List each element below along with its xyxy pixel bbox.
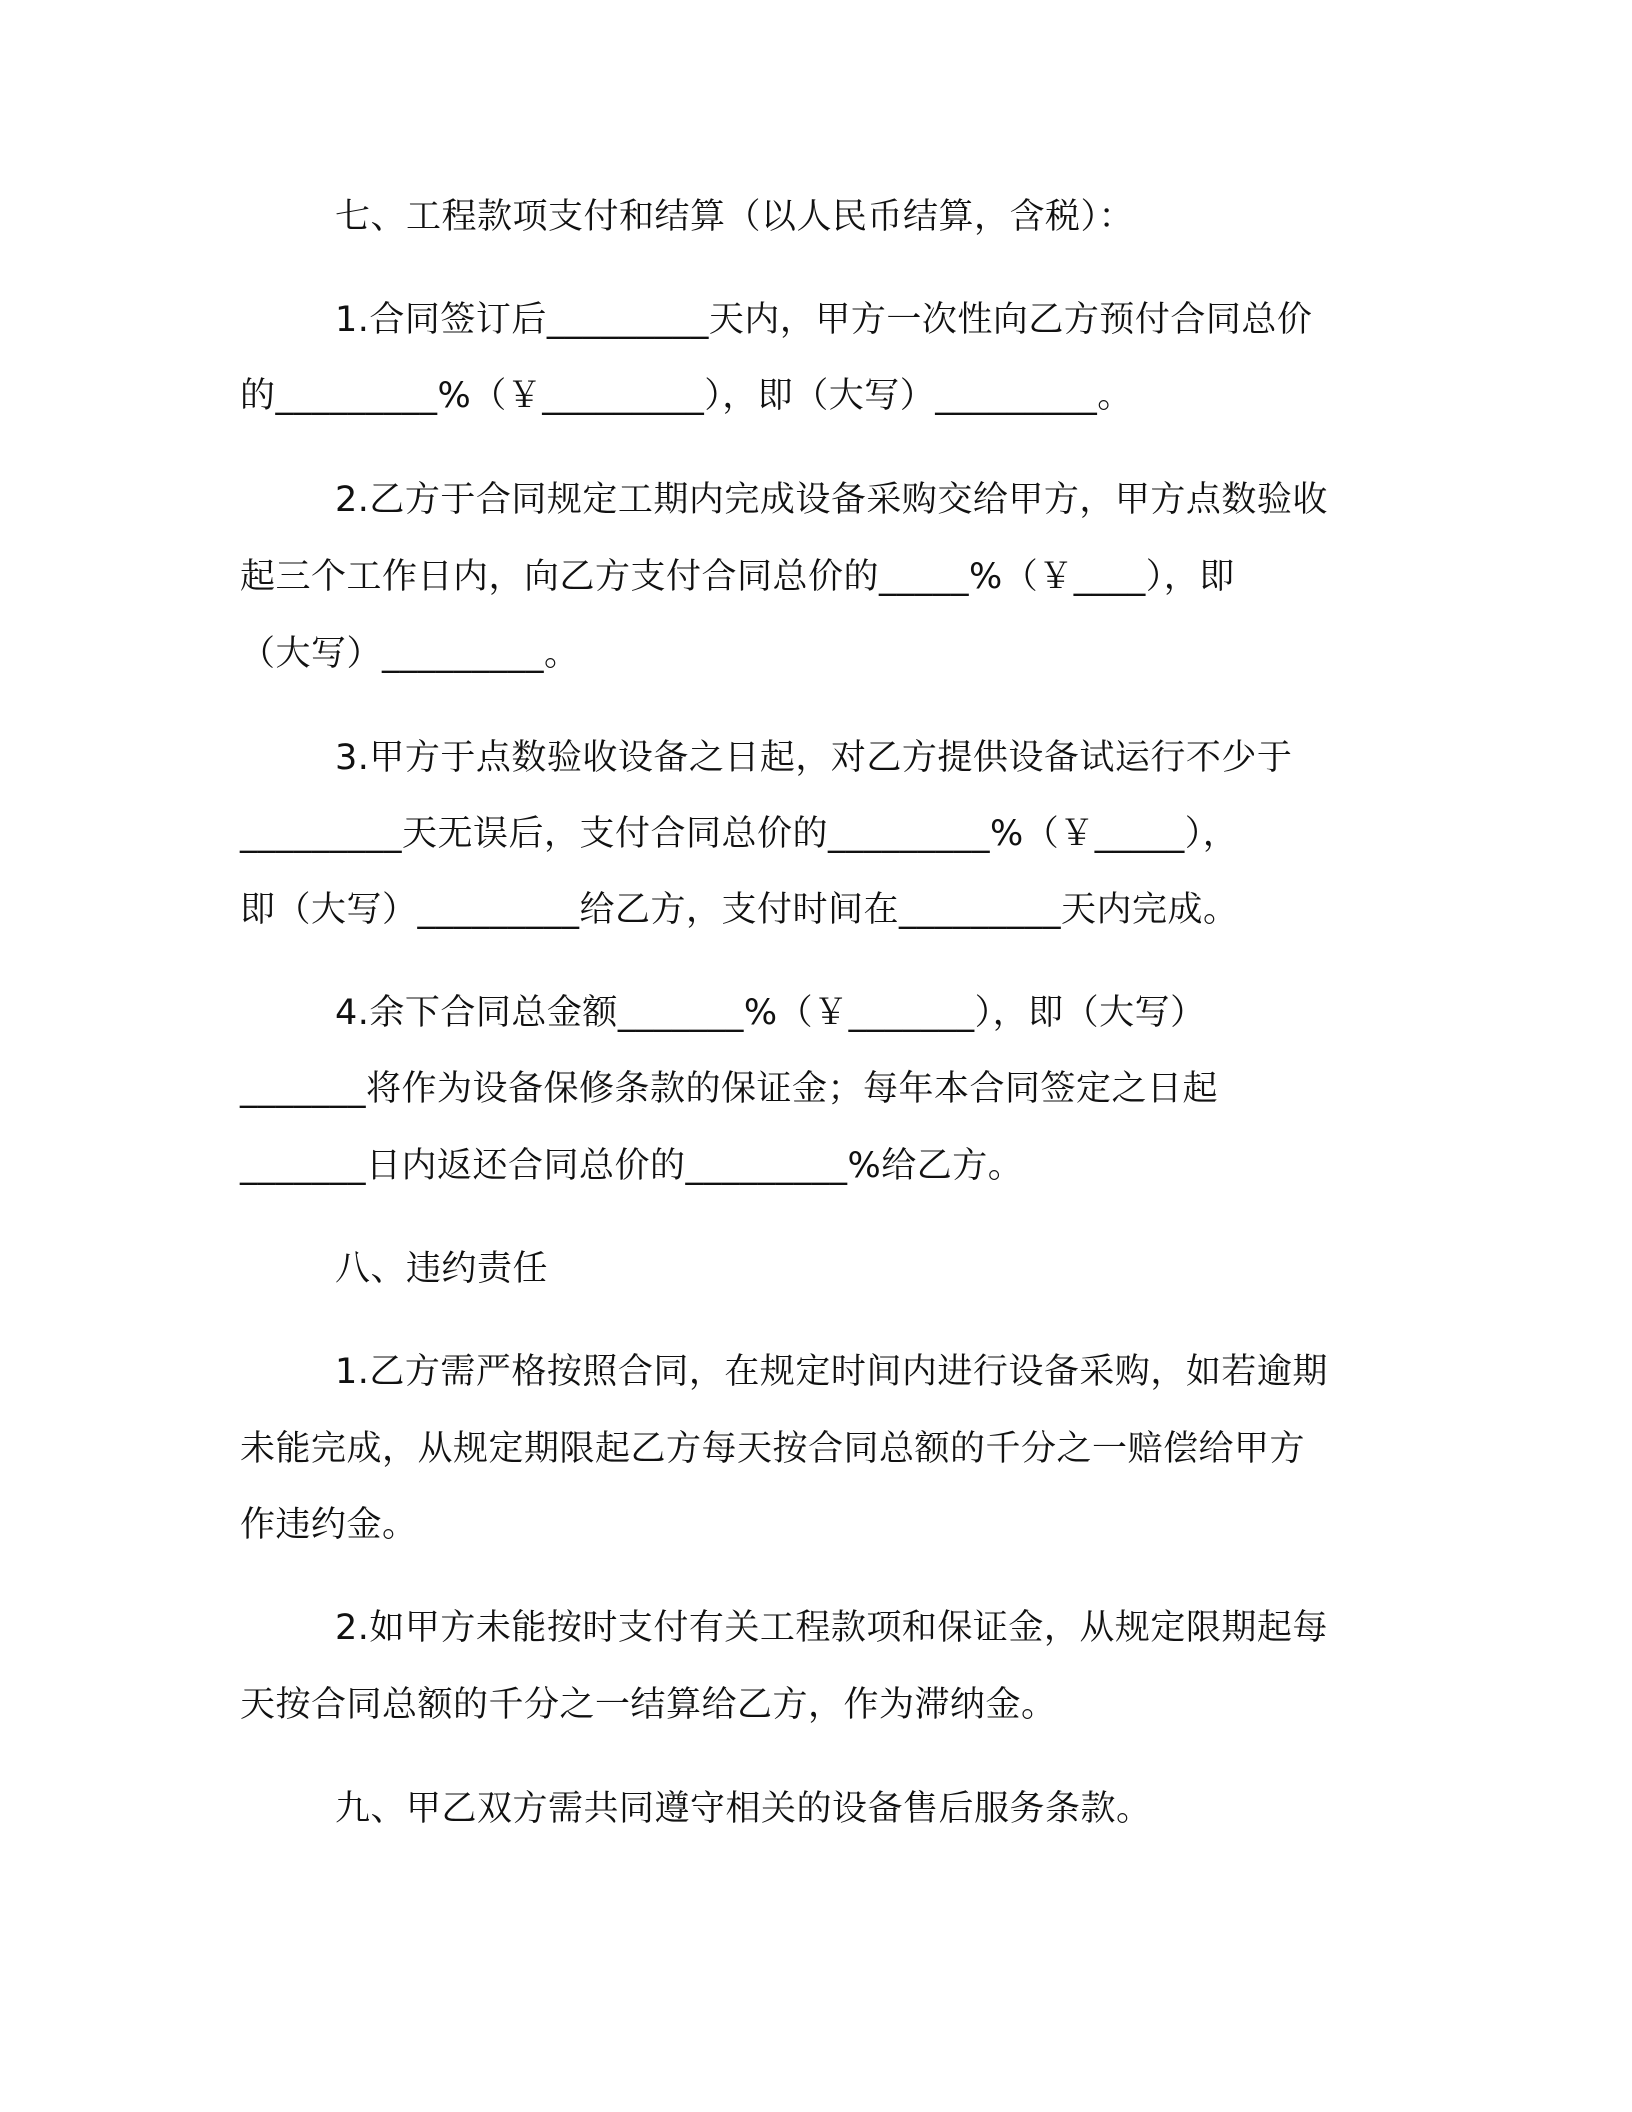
section-7-item-3-line-1: 3.甲方于点数验收设备之日起，对乙方提供设备试运行不少于 [335,738,1293,778]
section-7-item-4-line-3: _______日内返还合同总价的_________%给乙方。 [240,1146,1024,1186]
section-7-item-2-line-1: 2.乙方于合同规定工期内完成设备采购交给甲方，甲方点数验收 [335,480,1328,520]
section-7-item-2-line-2: 起三个工作日内，向乙方支付合同总价的_____%（￥____），即 [240,557,1235,597]
section-7-item-4-line-2: _______将作为设备保修条款的保证金；每年本合同签定之日起 [240,1069,1219,1109]
section-7-item-2-line-3: （大写）_________。 [240,634,580,674]
section-9-heading: 九、甲乙双方需共同遵守相关的设备售后服务条款。 [335,1789,1152,1829]
section-7-item-3-line-3: 即（大写）_________给乙方，支付时间在_________天内完成。 [240,890,1239,930]
section-7-item-4-line-1: 4.余下合同总金额_______%（￥_______），即（大写） [335,993,1206,1033]
section-8-item-1-line-3: 作违约金。 [240,1505,418,1545]
section-8-heading: 八、违约责任 [335,1249,549,1289]
section-7-item-1-line-2: 的_________%（￥_________），即（大写）_________。 [240,376,1133,416]
section-7-item-1-line-1: 1.合同签订后_________天内，甲方一次性向乙方预付合同总价 [335,300,1313,340]
section-8-item-1-line-1: 1.乙方需严格按照合同，在规定时间内进行设备采购，如若逾期 [335,1352,1328,1392]
section-8-item-2-line-1: 2.如甲方未能按时支付有关工程款项和保证金，从规定限期起每 [335,1608,1328,1648]
section-8-item-2-line-2: 天按合同总额的千分之一结算给乙方，作为滞纳金。 [240,1685,1057,1725]
section-7-item-3-line-2: _________天无误后，支付合同总价的_________%（￥_____）， [240,814,1239,854]
section-8-item-1-line-2: 未能完成，从规定期限起乙方每天按合同总额的千分之一赔偿给甲方 [240,1429,1306,1469]
section-7-heading: 七、工程款项支付和结算（以人民币结算，含税）： [335,197,1135,237]
